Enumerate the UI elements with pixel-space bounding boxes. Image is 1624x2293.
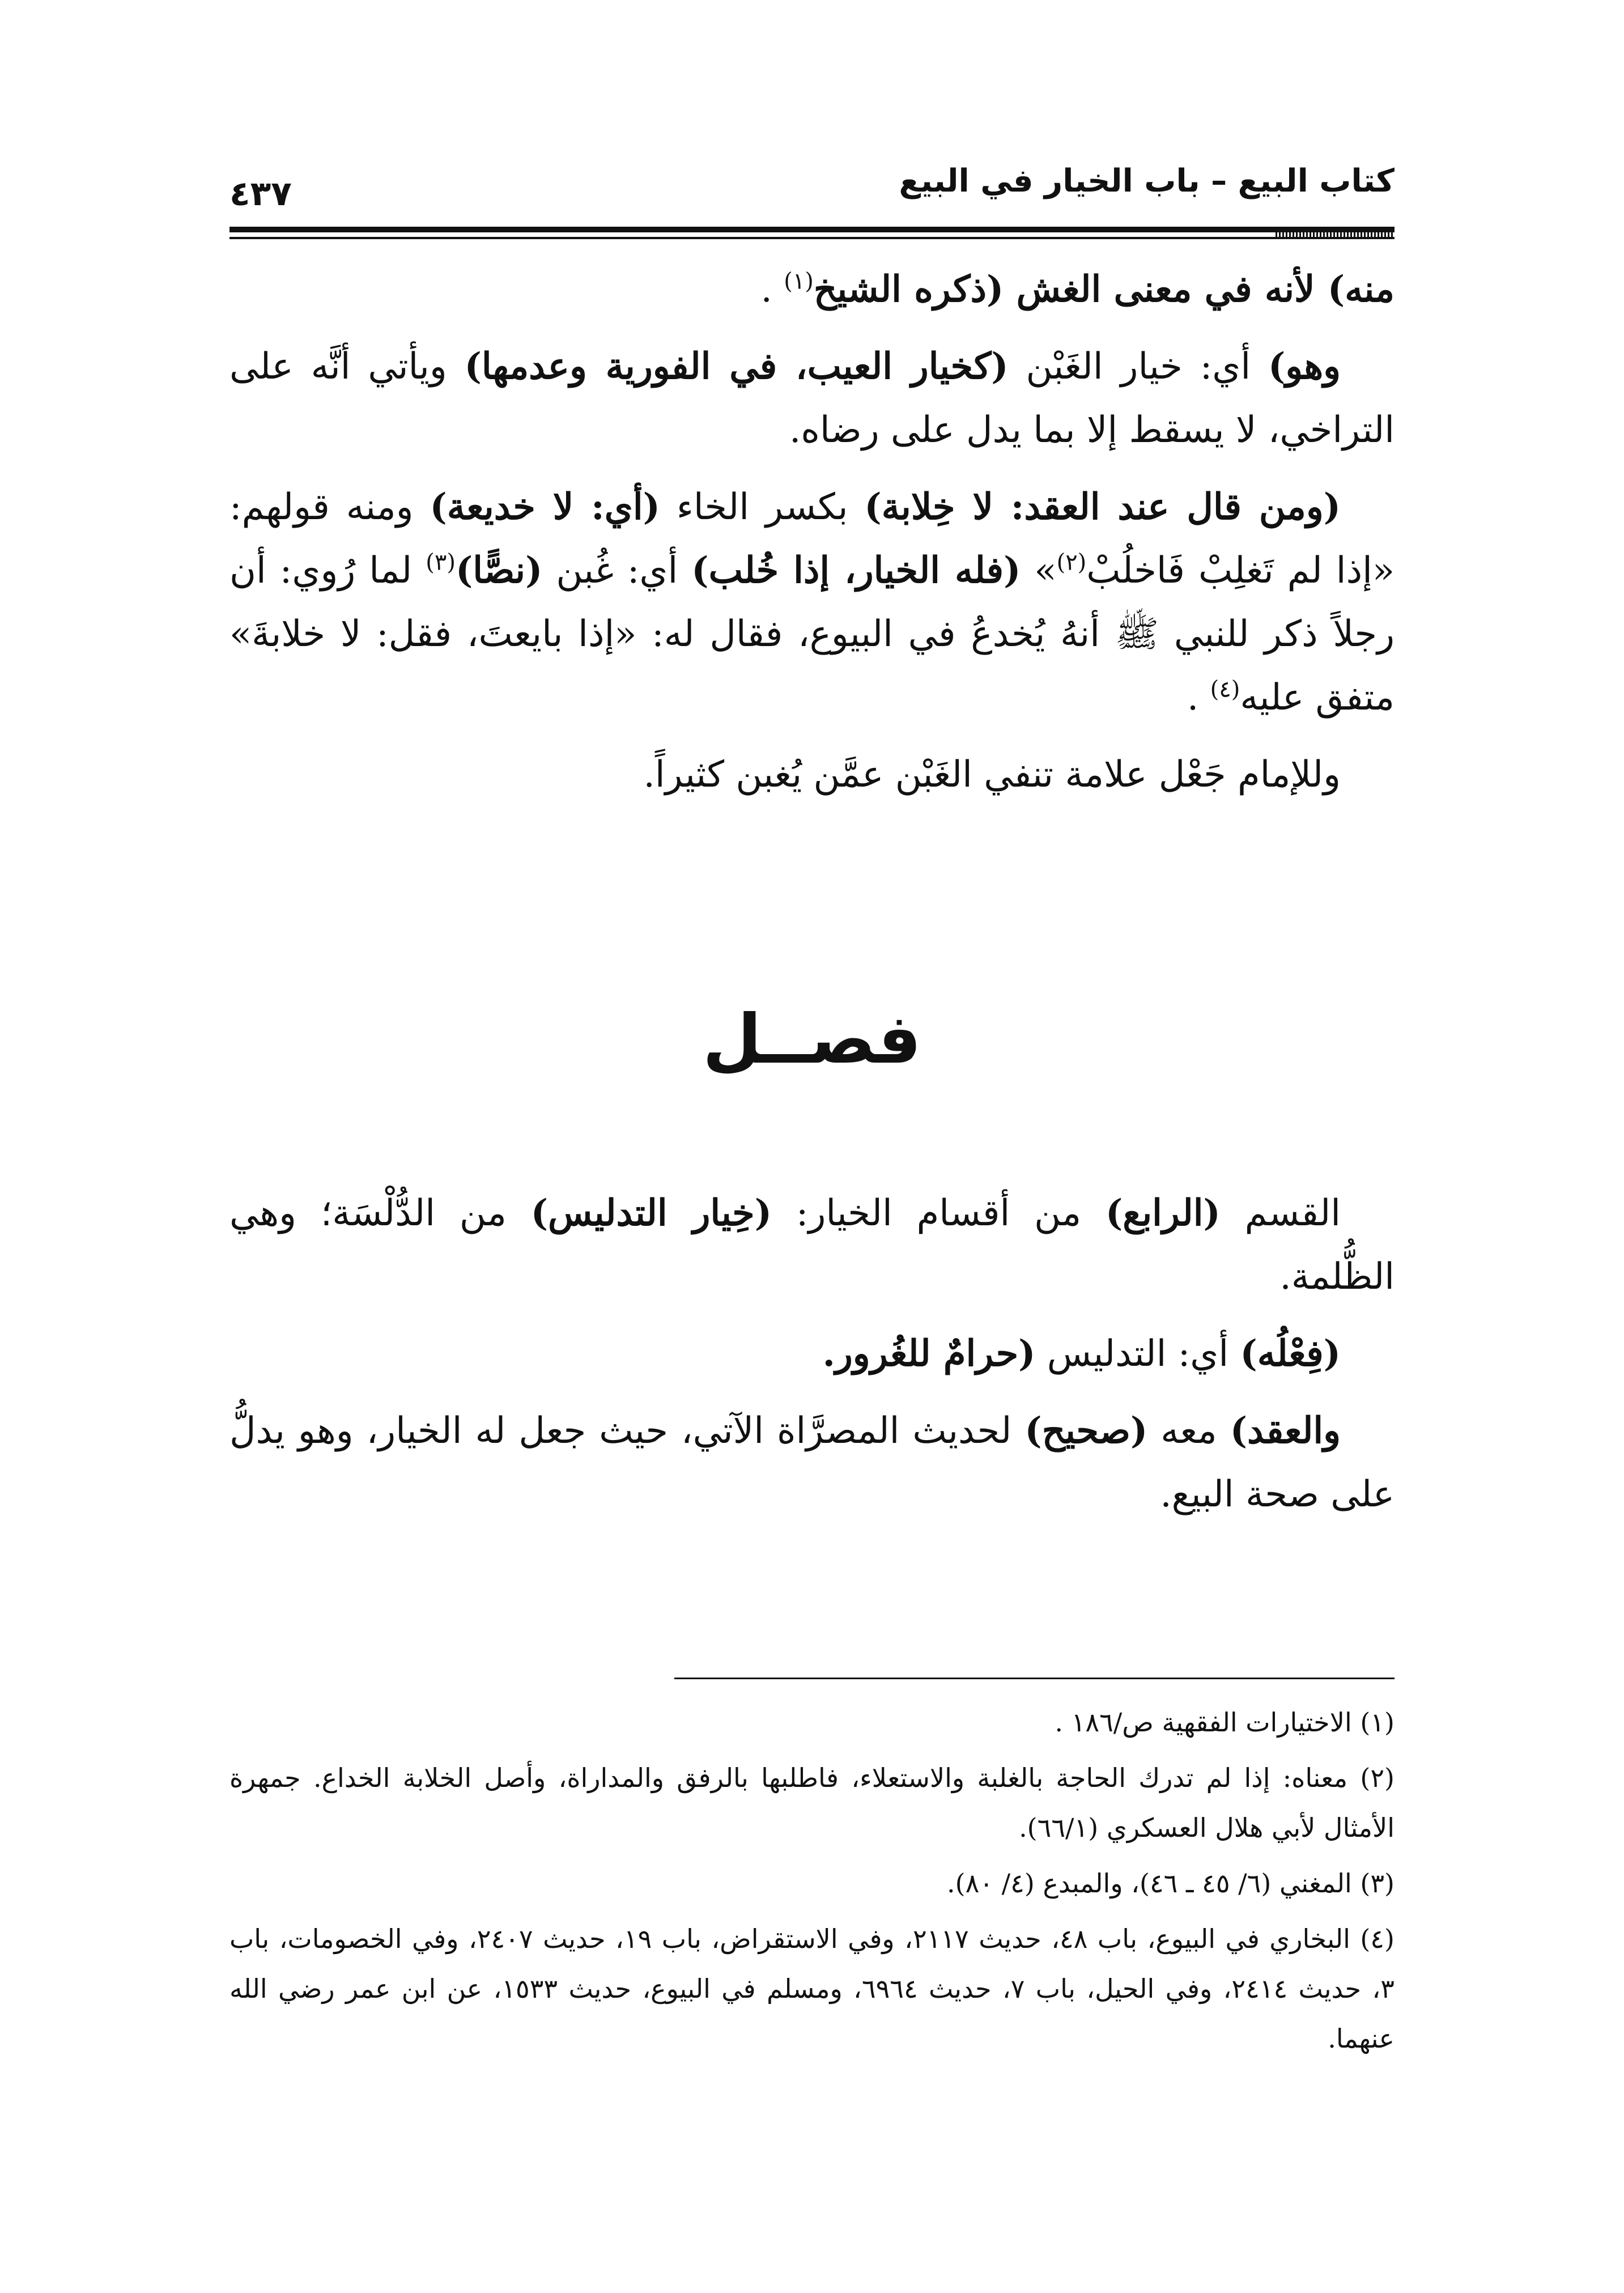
p3-bold-2: (أي: لا خديعة) xyxy=(430,486,660,528)
paragraph-3 xyxy=(229,475,1395,729)
p3-bold-4: (نصًّا) xyxy=(455,549,543,592)
running-title: كتاب البيع – باب الخيار في البيع xyxy=(899,163,1395,199)
p1-end: . xyxy=(760,269,784,311)
footnote-ref-3: (٣) xyxy=(426,549,456,576)
p2-bold-2: (كخيار العيب، في الفورية وعدمها) xyxy=(464,345,1009,388)
p3-bold-1: (ومن قال عند العقد: لا خِلابة) xyxy=(864,486,1341,528)
footnote-2: (٢) معناه: إذا لم تدرك الحاجة بالغلبة والاستعلاء، فاطلبها بالرفق والمداراة، وأصل الخلابة الخداع. جمهرة الأمثال لأبي هلال العسكري (٦٦/١). xyxy=(229,1763,1395,1843)
s2-text-1: أي: التدليس xyxy=(1035,1333,1240,1375)
p3-text-4: أي: غُبن xyxy=(542,550,692,592)
s1-bold-1: (الرابع) xyxy=(1105,1192,1221,1234)
s1-text-2: من أقسام الخيار: xyxy=(772,1192,1106,1234)
page-header xyxy=(229,148,1395,216)
p3-bold-3: (فله الخيار، إذا خُلب) xyxy=(691,549,1021,592)
s1-bold-2: (خِيار التدليس) xyxy=(530,1192,772,1234)
section-paragraph-2 xyxy=(229,1322,1395,1386)
page-number: ٤٣٧ xyxy=(229,174,292,214)
section-paragraph-3 xyxy=(229,1399,1395,1526)
s1-text-1: القسم xyxy=(1220,1192,1341,1234)
paragraph-4: وللإمام جَعْل علامة تنفي الغَبْن عمَّن يُغبن كثيراً. xyxy=(643,754,1341,796)
p3-end: . xyxy=(1187,677,1210,719)
section-title: فصــل xyxy=(703,1000,921,1079)
s1-text-3: من الدُّلْسَة؛ وهي الظُّلمة. xyxy=(229,1192,1395,1298)
footnote-separator xyxy=(674,1678,1395,1679)
p2-bold-1: وهو) xyxy=(1268,345,1341,388)
p2-text-2: ويأتي أنَّه على التراخي، لا يسقط إلا بما يدل على رضاه. xyxy=(229,346,1395,451)
p3-text-5: لما رُوي: أن رجلاً ذكر للنبي ﷺ أنهُ يُخدعُ في البيوع، فقال له: «إذا بايعتَ، فقل: لا خلابةَ» متفق عليه xyxy=(229,550,1395,719)
p3-text-2: ومنه قولهم: «إذا لم تَغلِبْ فَاخلُبْ xyxy=(229,486,1395,592)
s3-text-1: معه xyxy=(1147,1410,1230,1452)
header-rule xyxy=(229,227,1395,232)
footnotes xyxy=(229,1697,1395,2069)
footnote-ref-1: (١) xyxy=(784,268,814,295)
s2-bold-1: (فِعْلُه) xyxy=(1240,1332,1341,1375)
footnote-ref-4: (٤) xyxy=(1210,676,1240,703)
footnote-ref-2: (٢) xyxy=(1056,549,1087,576)
footnote-1: (١) الاختيارات الفقهية ص/١٨٦ . xyxy=(1055,1707,1395,1738)
s2-bold-2: (حرامٌ للغُرور. xyxy=(822,1332,1036,1375)
s3-text-2: لحديث المصرَّاة الآتي، حيث جعل له الخيار، وهو يدلُّ على صحة البيع. xyxy=(229,1410,1395,1515)
p2-text-1: أي: خيار الغَبْن xyxy=(1008,346,1269,388)
p3-text-1: بكسر الخاء xyxy=(660,486,865,528)
s3-bold-1: والعقد) xyxy=(1230,1409,1341,1452)
paragraph-2 xyxy=(229,335,1395,462)
p3-text-3: » xyxy=(1021,550,1057,592)
s3-bold-2: (صحيح) xyxy=(1024,1409,1148,1452)
p1-bold: منه) لأنه في معنى الغش (ذكره الشيخ xyxy=(813,268,1395,311)
footnote-3: (٣) المغني (٦/ ٤٥ ـ ٤٦)، والمبدع (٤/ ٨٠). xyxy=(947,1868,1395,1899)
footnote-4: (٤) البخاري في البيوع، باب ٤٨، حديث ٢١١٧، وفي الاستقراض، باب ١٩، حديث ٢٤٠٧، وفي الخصومات، باب ٣، حديث ٢٤١٤، وفي الحيل، باب ٧، حديث ٦٩٦٤، ومسلم في البيوع، حديث ١٥٣٣، عن ابن عمر رضي الله عنهما. xyxy=(229,1923,1395,2054)
header-rule-hatch xyxy=(1276,232,1395,237)
header-rule-thin xyxy=(229,237,1395,239)
paragraph-1 xyxy=(229,258,1395,321)
section-paragraph-1 xyxy=(229,1182,1395,1309)
section-text xyxy=(229,1182,1395,1526)
main-text xyxy=(229,258,1395,806)
